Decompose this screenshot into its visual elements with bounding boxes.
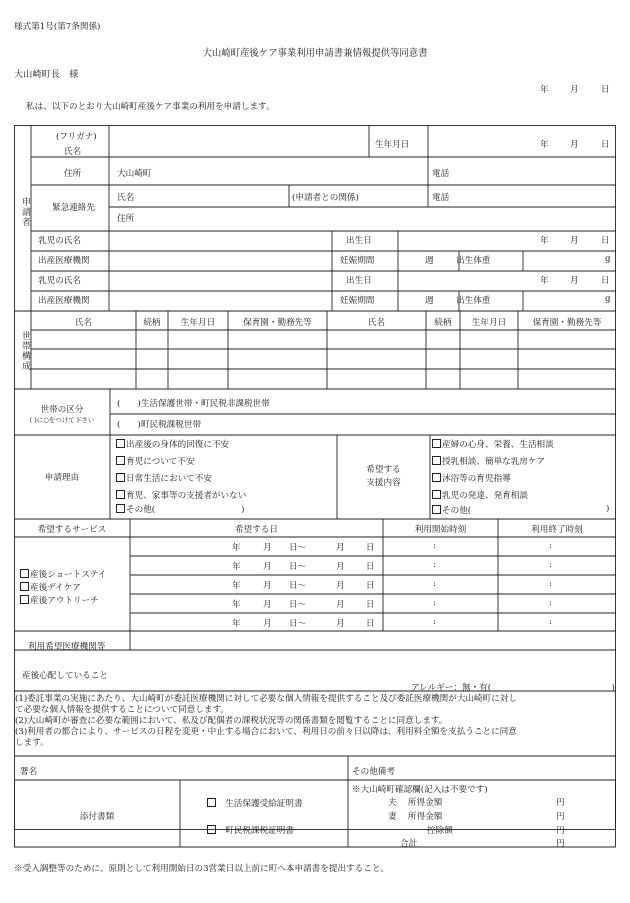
start-time-field[interactable]: : (433, 598, 436, 608)
service-date-part: 日〜 (289, 619, 307, 629)
service-date-part: 月 (336, 600, 345, 610)
grams-label-2: g (605, 294, 611, 304)
infant-birthday-label-1: 出生日 (346, 236, 372, 246)
service-date-part: 月 (263, 619, 272, 629)
service-date-part: 月 (263, 562, 272, 572)
support-option-2[interactable]: 授乳相談、簡単な乳房ケア (432, 455, 545, 467)
service-option-shortstay[interactable]: 産後ショートステイ (20, 568, 106, 580)
infant-name-label-1: 乳児の氏名 (38, 236, 81, 246)
infant-month-2: 月 (570, 276, 579, 286)
service-date-part: 年 (232, 581, 241, 591)
footer-note: ※受入調整等のために、原則として利用開始日の3営業日以上前に町へ本申請書を提出すること。 (14, 864, 390, 874)
start-time-field[interactable]: : (433, 541, 436, 551)
household-section-label: 世帯構成 (20, 331, 30, 371)
category-option-1[interactable]: ( )生活保護世帯・町民税非課税世帯 (117, 399, 270, 409)
service-date-part: 年 (232, 619, 241, 629)
date-year: 年 (540, 85, 549, 95)
applicant-section-label: 申請者 (20, 197, 30, 227)
attachment-tax[interactable]: 町民税課税証明書 (207, 824, 294, 836)
service-date-part: 月 (336, 581, 345, 591)
service-date-part: 月 (336, 562, 345, 572)
applicant-birthdate-month: 月 (570, 140, 579, 150)
applicant-birthdate-year: 年 (540, 140, 549, 150)
service-header-type: 希望するサービス (37, 525, 107, 535)
end-time-field[interactable]: : (549, 598, 552, 608)
support-option-3[interactable]: 沐浴等の育児指導 (432, 472, 511, 484)
remarks-label: その他備考 (352, 767, 395, 777)
service-header-date: 希望する日 (235, 525, 278, 535)
confirm-deduction: 控除額 (427, 826, 453, 836)
service-date-part: 日 (366, 581, 375, 591)
service-date-part: 日 (366, 600, 375, 610)
service-date-part: 日 (366, 543, 375, 553)
attachment-welfare[interactable]: 生活保護受給証明書 (207, 797, 303, 809)
addressee: 大山崎町長 様 (14, 69, 79, 80)
furigana-label: (フリガナ) (56, 132, 97, 142)
confirm-unit-3: 円 (556, 826, 565, 836)
household-header-name-2: 氏名 (367, 318, 386, 328)
support-label-2: 支援内容 (366, 478, 401, 488)
household-header-birthdate-2: 生年月日 (471, 318, 507, 328)
form-title: 大山崎町産後ケア事業利用申請書兼情報提供等同意書 (202, 48, 428, 59)
intro-text: 私は、以下のとおり大山崎町産後ケア事業の利用を申請します。 (26, 102, 275, 112)
confirm-husband-income: 夫 所得金額 (388, 798, 443, 808)
birth-weight-label-2: 出生体重 (456, 296, 491, 306)
form-number: 様式第1号(第7条関係) (14, 22, 101, 32)
service-date-part: 月 (336, 543, 345, 553)
weeks-label-2: 週 (425, 296, 434, 306)
service-date-part: 年 (232, 543, 241, 553)
gestation-label-2: 妊娠期間 (340, 296, 375, 306)
support-option-5[interactable]: その他( (432, 504, 471, 516)
start-time-field[interactable]: : (433, 579, 436, 589)
household-header-birthdate-1: 生年月日 (180, 318, 216, 328)
emergency-phone-label: 電話 (432, 193, 450, 203)
support-label-1: 希望する (366, 465, 401, 475)
service-date-part: 日〜 (289, 581, 307, 591)
grams-label-1: g (605, 254, 611, 264)
service-date-part: 年 (232, 562, 241, 572)
infant-day-1: 日 (601, 236, 610, 246)
infant-birthday-label-2: 出生日 (346, 276, 372, 286)
service-date-part: 日〜 (289, 543, 307, 553)
address-value[interactable]: 大山崎町 (117, 169, 152, 179)
date-day: 日 (601, 85, 610, 95)
phone-label: 電話 (432, 169, 450, 179)
applicant-name-label: 氏名 (64, 147, 82, 157)
household-header-name-1: 氏名 (74, 318, 93, 328)
confirm-wife-income: 妻 所得金額 (388, 812, 443, 822)
service-date-part: 月 (263, 543, 272, 553)
service-date-part: 日〜 (289, 562, 307, 572)
gestation-label-1: 妊娠期間 (340, 256, 375, 266)
household-header-relation-2: 続柄 (434, 318, 452, 328)
weeks-label-1: 週 (425, 256, 434, 266)
start-time-field[interactable]: : (433, 560, 436, 570)
end-time-field[interactable]: : (549, 560, 552, 570)
category-label: 世帯の区分 (40, 405, 84, 415)
attachments-label: 添付書類 (79, 812, 115, 822)
confirm-unit-1: 円 (556, 798, 565, 808)
service-date-part: 月 (336, 619, 345, 629)
address-label: 住所 (64, 169, 82, 179)
emergency-relation-label: (申請者との関係) (292, 193, 359, 203)
reason-option-3[interactable]: 日常生活において不安 (116, 472, 212, 484)
household-header-workplace-2: 保育園・勤務先等 (532, 318, 602, 328)
infant-year-2: 年 (540, 276, 549, 286)
start-time-field[interactable]: : (433, 617, 436, 627)
emergency-name-label: 氏名 (117, 193, 135, 203)
hospital-label-1: 出産医療機関 (38, 256, 90, 266)
category-note: ( )に○をつけて下さい (29, 416, 95, 424)
household-header-workplace-1: 保育園・勤務先等 (243, 318, 312, 328)
service-date-part: 年 (232, 600, 241, 610)
reason-option-4[interactable]: 育児、家事等の支援者がいない (116, 489, 246, 501)
infant-day-2: 日 (601, 276, 610, 286)
infant-month-1: 月 (570, 236, 579, 246)
consent-text: (1)委託事業の実施にあたり、大山崎町が委託医療機関に対して必要な個人情報を提供すること及び委託医療機関が大山崎町に対し て必要な個人情報を提供することについて同意します。 (2)大山崎町が審査に必要な範囲において、私及び配偶者の課税状況等の関係書類を閲覧することに同意します。 (3)利用者の都合により、サービスの日程を変更・中止する場合において、利用日の前々日以降は、利用料全額を支払うことに同意 します。 (15, 694, 518, 748)
service-option-outreach[interactable]: 産後アウトリーチ (20, 594, 99, 606)
hospital-label-2: 出産医療機関 (38, 296, 90, 306)
end-time-field[interactable]: : (549, 579, 552, 589)
end-time-field[interactable]: : (549, 541, 552, 551)
confirm-total: 合計 (400, 839, 418, 849)
emergency-contact-label: 緊急連絡先 (52, 203, 95, 213)
service-date-part: 月 (263, 600, 272, 610)
confirm-unit-4: 円 (556, 839, 565, 849)
concerns-label: 産後心配していること (22, 671, 108, 681)
applicant-birthdate-label: 生年月日 (375, 140, 410, 150)
applicant-birthdate-day: 日 (601, 140, 610, 150)
birth-weight-label-1: 出生体重 (456, 256, 491, 266)
confirm-title: ※大山崎町確認欄(記入は不要です) (352, 785, 488, 795)
signature-label: 署名 (20, 767, 38, 777)
reason-option-2[interactable]: 育児について不安 (116, 455, 195, 467)
confirm-unit-2: 円 (556, 812, 565, 822)
service-option-daycare[interactable]: 産後デイケア (20, 581, 81, 593)
support-other-close: ) (606, 504, 610, 514)
reason-option-5[interactable]: その他( ) (116, 503, 244, 515)
facility-label: 利用希望医療機関等 (28, 642, 106, 652)
support-option-1[interactable]: 産婦の心身、栄養、生活相談 (432, 438, 554, 450)
infant-year-1: 年 (540, 236, 549, 246)
category-option-2[interactable]: ( )町民税課税世帯 (117, 420, 202, 430)
emergency-address-label: 住所 (117, 214, 135, 224)
infant-name-label-2: 乳児の氏名 (38, 276, 81, 286)
service-date-part: 月 (263, 581, 272, 591)
allergy-field[interactable]: アレルギー：無・有( ) (411, 683, 615, 693)
reason-option-1[interactable]: 出産後の身体的回復に不安 (116, 438, 229, 450)
date-month: 月 (570, 85, 579, 95)
service-date-part: 日 (366, 619, 375, 629)
reason-label: 申請理由 (44, 473, 80, 483)
support-option-4[interactable]: 乳児の発達、発育相談 (432, 489, 528, 501)
service-date-part: 日 (366, 562, 375, 572)
service-header-start: 利用開始時刻 (414, 525, 467, 535)
service-date-part: 日〜 (289, 600, 307, 610)
end-time-field[interactable]: : (549, 617, 552, 627)
service-header-end: 利用終了時刻 (531, 525, 583, 535)
household-header-relation-1: 続柄 (143, 318, 161, 328)
